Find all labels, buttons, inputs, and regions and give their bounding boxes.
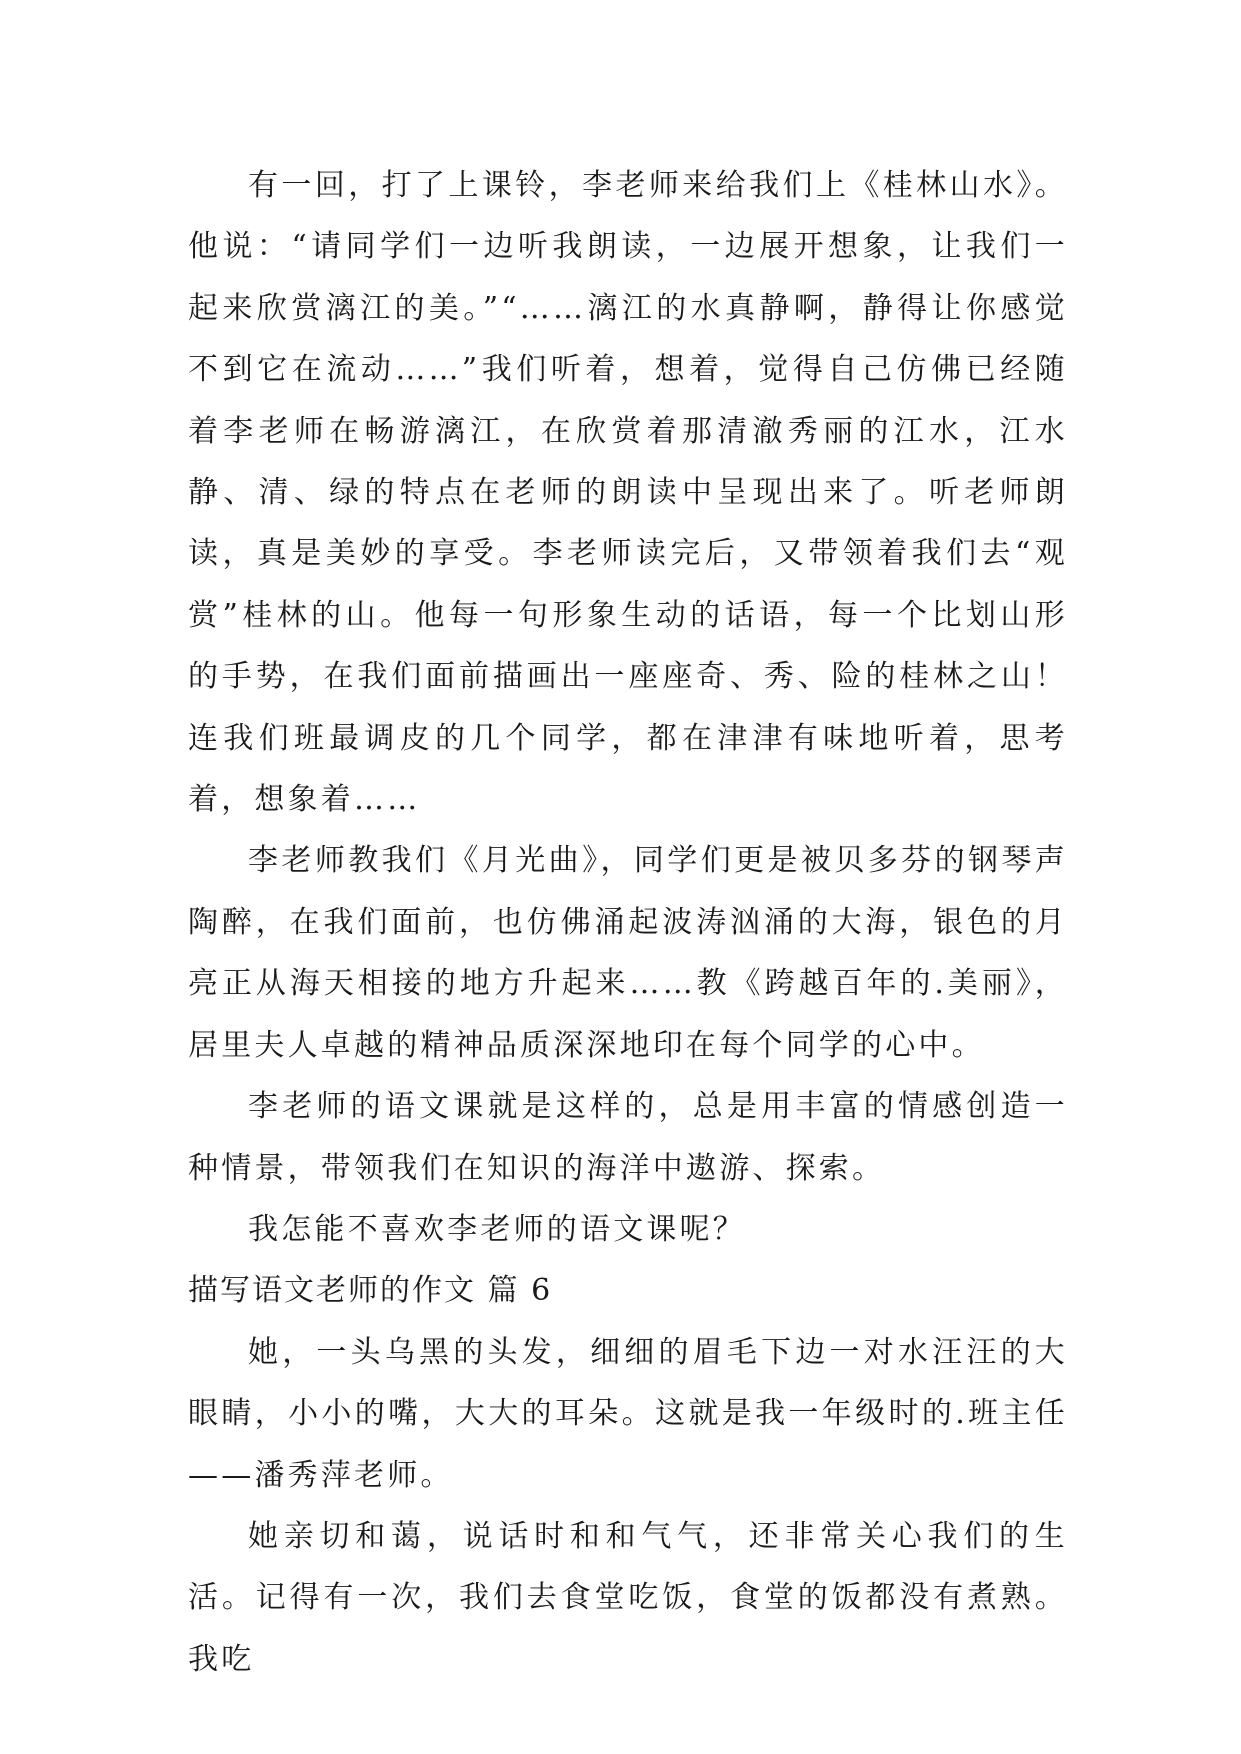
paragraph-teacher-care: 她亲切和蔼，说话时和和气气，还非常关心我们的生活。记得有一次，我们去食堂吃饭，食堂的饭都没有煮熟。我吃 — [188, 1518, 1068, 1677]
paragraph-guilin-lesson: 有一回，打了上课铃，李老师来给我们上《桂林山水》。他说：“请同学们一边听我朗读，一边展开想象，让我们一起来欣赏漓江的美。”“……漓江的水真静啊，静得让你感觉不到它在流动……”我们听着，想着，觉得自己仿佛已经随着李老师在畅游漓江，在欣赏着那清澈秀丽的江水，江水静、清、绿的特点在老师的朗读中呈现出来了。听老师朗读，真是美妙的享受。李老师读完后，又带领着我们去“观赏”桂林的山。他每一句形象生动的话语，每一个比划山形的手势，在我们面前描画出一座座奇、秀、险的桂林之山！连我们班最调皮的几个同学，都在津津有味地听着，思考着，想象着…… — [188, 168, 1068, 818]
paragraph-lesson-summary: 李老师的语文课就是这样的，总是用丰富的情感创造一种情景，带领我们在知识的海洋中遨游、探索。 — [188, 1089, 1068, 1186]
paragraph-closing-question: 我怎能不喜欢李老师的语文课呢？ — [248, 1211, 746, 1247]
document-page — [188, 155, 1068, 1690]
section-heading: 描写语文老师的作文 篇 6 — [188, 1273, 553, 1309]
paragraph-teacher-description: 她，一头乌黑的头发，细细的眉毛下边一对水汪汪的大眼睛，小小的嘴，大大的耳朵。这就是我一年级时的.班主任——潘秀萍老师。 — [188, 1334, 1068, 1493]
paragraph-moonlight-lesson: 李老师教我们《月光曲》，同学们更是被贝多芬的钢琴声陶醉，在我们面前，也仿佛涌起波涛汹涌的大海，银色的月亮正从海天相接的地方升起来……教《跨越百年的.美丽》，居里夫人卓越的精神品质深深地印在每个同学的心中。 — [188, 843, 1068, 1063]
